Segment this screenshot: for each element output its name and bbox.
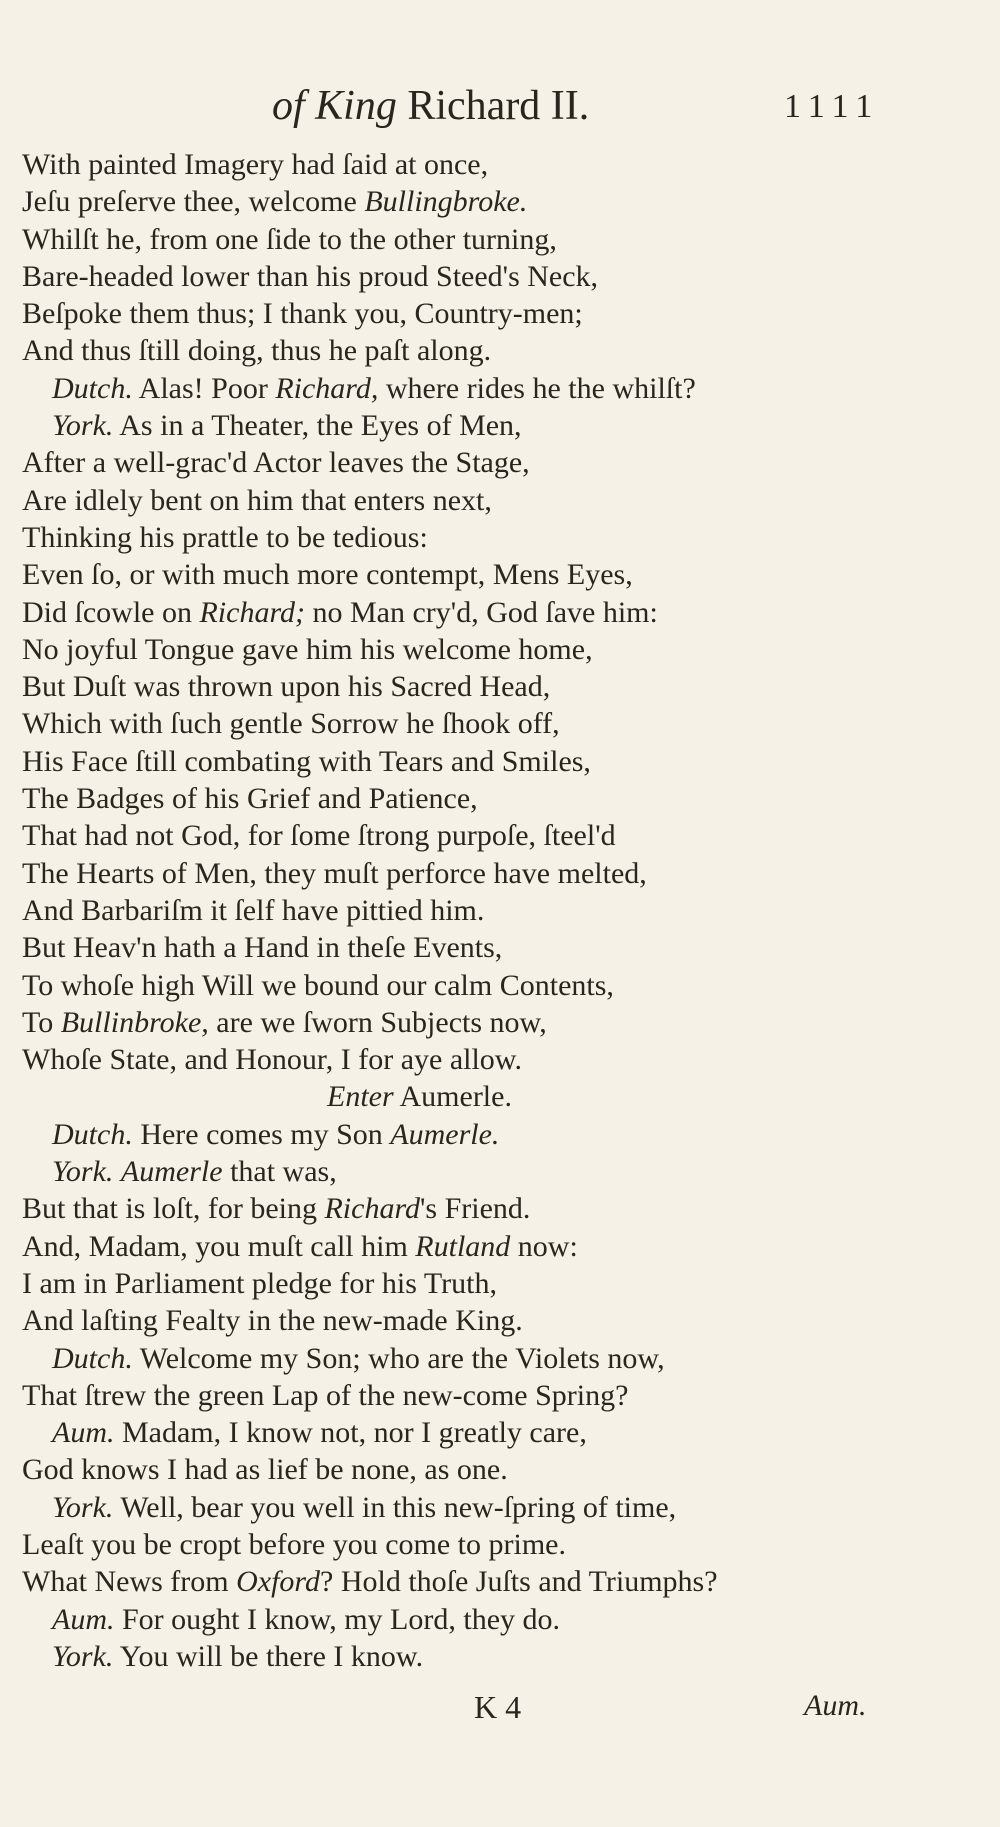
- text-run: That had not God, for ſome ſtrong purpoſe, ſteel'd: [22, 819, 616, 853]
- text-run: To: [22, 1005, 61, 1039]
- text-run: To whoſe high Will we bound our calm Contents,: [22, 968, 614, 1002]
- speaker-name: York.: [52, 1155, 114, 1189]
- text-run: Well, bear you well in this new-ſpring of time,: [113, 1490, 677, 1524]
- text-run: No joyful Tongue gave him his welcome home,: [22, 632, 593, 666]
- text-run: But Duſt was thrown upon his Sacred Head,: [22, 670, 551, 704]
- text-run: Rutland: [415, 1229, 511, 1263]
- text-run: What News from: [22, 1565, 237, 1599]
- play-text: [22, 146, 982, 1675]
- text-run: Beſpoke them thus; I thank you, Country-men;: [22, 297, 583, 331]
- text-run: The Hearts of Men, they muſt perforce have melted,: [22, 856, 647, 890]
- text-run: As in a Theater, the Eyes of Men,: [113, 409, 522, 443]
- verse-line: [22, 1601, 982, 1638]
- text-run: Even ſo, or with much more contempt, Mens Eyes,: [22, 558, 633, 592]
- text-run: His Face ſtill combating with Tears and Smiles,: [22, 744, 591, 778]
- text-run: Whoſe State, and Honour, I for aye allow.: [22, 1043, 523, 1077]
- verse-line: [22, 780, 982, 817]
- text-run: Aumerle.: [393, 1080, 512, 1114]
- text-run: Bullingbroke.: [364, 185, 528, 219]
- verse-line: [22, 519, 982, 556]
- text-run: Did ſcowle on: [22, 595, 200, 629]
- verse-line: [22, 444, 982, 481]
- text-run: That ſtrew the green Lap of the new-come Spring?: [22, 1378, 629, 1412]
- text-run: And thus ſtill doing, thus he paſt along.: [22, 334, 492, 368]
- text-run: [113, 1155, 121, 1188]
- text-run: ? Hold thoſe Juſts and Triumphs?: [320, 1565, 718, 1599]
- text-run: Are idlely bent on him that enters next,: [22, 483, 492, 517]
- text-run: For ought I know, my Lord, they do.: [114, 1602, 561, 1636]
- text-run: Which with ſuch gentle Sorrow he ſhook off,: [22, 707, 560, 741]
- text-run: Madam, I know not, nor I greatly care,: [114, 1416, 587, 1450]
- verse-line: [22, 146, 982, 183]
- verse-line: [22, 1041, 982, 1078]
- speaker-name: York.: [52, 1639, 114, 1673]
- running-header: [0, 82, 1000, 142]
- text-run: The Badges of his Grief and Patience,: [22, 782, 478, 816]
- text-run: But Heav'n hath a Hand in theſe Events,: [22, 931, 503, 965]
- text-run: With painted Imagery had ſaid at once,: [22, 148, 489, 181]
- text-run: Oxford: [236, 1565, 320, 1599]
- speaker-name: Aum.: [52, 1602, 115, 1636]
- verse-line: [22, 1526, 982, 1563]
- text-run: Thinking his prattle to be tedious:: [22, 520, 428, 554]
- verse-line: [22, 1340, 982, 1377]
- page-footer: [0, 1689, 1000, 1729]
- text-run: are we ſworn Subjects now,: [208, 1005, 547, 1039]
- verse-line: [22, 743, 982, 780]
- verse-line: [22, 221, 982, 258]
- catchword: Aum.: [804, 1689, 867, 1722]
- verse-line: [22, 1004, 982, 1041]
- verse-line: [22, 1190, 982, 1227]
- verse-line: [22, 892, 982, 929]
- text-run: Alas! Poor: [132, 371, 276, 405]
- text-run: And laſting Fealty in the new-made King.: [22, 1304, 523, 1338]
- text-run: Jeſu preſerve thee, welcome: [22, 185, 365, 219]
- speaker-name: Dutch.: [52, 371, 133, 405]
- verse-line: [22, 183, 982, 220]
- running-title-roman: Richard II.: [407, 83, 590, 129]
- verse-line: [22, 1638, 982, 1675]
- verse-line: [22, 332, 982, 369]
- verse-line: [22, 370, 982, 407]
- verse-line: [22, 1414, 982, 1451]
- verse-line: [22, 407, 982, 444]
- text-run: no Man cry'd, God ſave him:: [305, 595, 658, 629]
- running-title-italic: of King: [272, 83, 397, 129]
- text-run: I am in Parliament pledge for his Truth,: [22, 1266, 497, 1300]
- verse-line: [22, 1078, 982, 1115]
- text-run: And Barbariſm it ſelf have pittied him.: [22, 893, 485, 927]
- text-run: Bullinbroke,: [60, 1005, 209, 1039]
- text-run: Richard,: [275, 371, 379, 405]
- verse-line: [22, 631, 982, 668]
- text-run: And, Madam, you muſt call him: [22, 1229, 416, 1263]
- text-run: now:: [510, 1229, 578, 1263]
- verse-line: [22, 1302, 982, 1339]
- verse-line: [22, 705, 982, 742]
- stage-direction: Enter: [327, 1080, 394, 1114]
- verse-line: [22, 258, 982, 295]
- verse-line: [22, 1265, 982, 1302]
- speaker-name: Dutch.: [52, 1117, 133, 1151]
- verse-line: [22, 668, 982, 705]
- speaker-name: Aum.: [52, 1416, 115, 1450]
- verse-line: [22, 1228, 982, 1265]
- text-run: Richard;: [199, 595, 305, 629]
- verse-line: [22, 1563, 982, 1600]
- verse-line: [22, 817, 982, 854]
- text-run: Bare-headed lower than his proud Steed's Neck,: [22, 259, 599, 293]
- verse-line: [22, 482, 982, 519]
- verse-line: [22, 1153, 982, 1190]
- verse-line: [22, 1116, 982, 1153]
- text-run: After a well-grac'd Actor leaves the Stage,: [22, 446, 530, 480]
- text-run: God knows I had as lief be none, as one.: [22, 1453, 508, 1487]
- verse-line: [22, 1489, 982, 1526]
- signature-mark: K 4: [474, 1689, 522, 1725]
- text-run: Whilſt he, from one ſide to the other turning,: [22, 222, 557, 256]
- text-run: But that is loſt, for being: [22, 1192, 325, 1226]
- verse-line: [22, 967, 982, 1004]
- text-run: Aumerle: [120, 1155, 223, 1189]
- text-run: 's Friend.: [420, 1192, 531, 1226]
- text-run: Here comes my Son: [132, 1117, 391, 1151]
- text-run: Aumerle.: [390, 1117, 500, 1151]
- verse-line: [22, 929, 982, 966]
- text-run: that was,: [222, 1155, 337, 1189]
- speaker-name: York.: [52, 409, 114, 443]
- text-run: Leaſt you be cropt before you come to prime.: [22, 1527, 566, 1561]
- verse-line: [22, 1451, 982, 1488]
- verse-line: [22, 1377, 982, 1414]
- text-run: You will be there I know.: [113, 1639, 424, 1673]
- verse-line: [22, 594, 982, 631]
- text-run: where rides he the whilſt?: [378, 371, 696, 405]
- speaker-name: Dutch.: [52, 1341, 133, 1375]
- text-run: Richard: [324, 1192, 421, 1226]
- verse-line: [22, 855, 982, 892]
- verse-line: [22, 556, 982, 593]
- page-number: 1111: [784, 88, 881, 125]
- speaker-name: York.: [52, 1490, 114, 1524]
- text-run: Welcome my Son; who are the Violets now,: [132, 1341, 665, 1375]
- running-title: [272, 82, 589, 130]
- verse-line: [22, 295, 982, 332]
